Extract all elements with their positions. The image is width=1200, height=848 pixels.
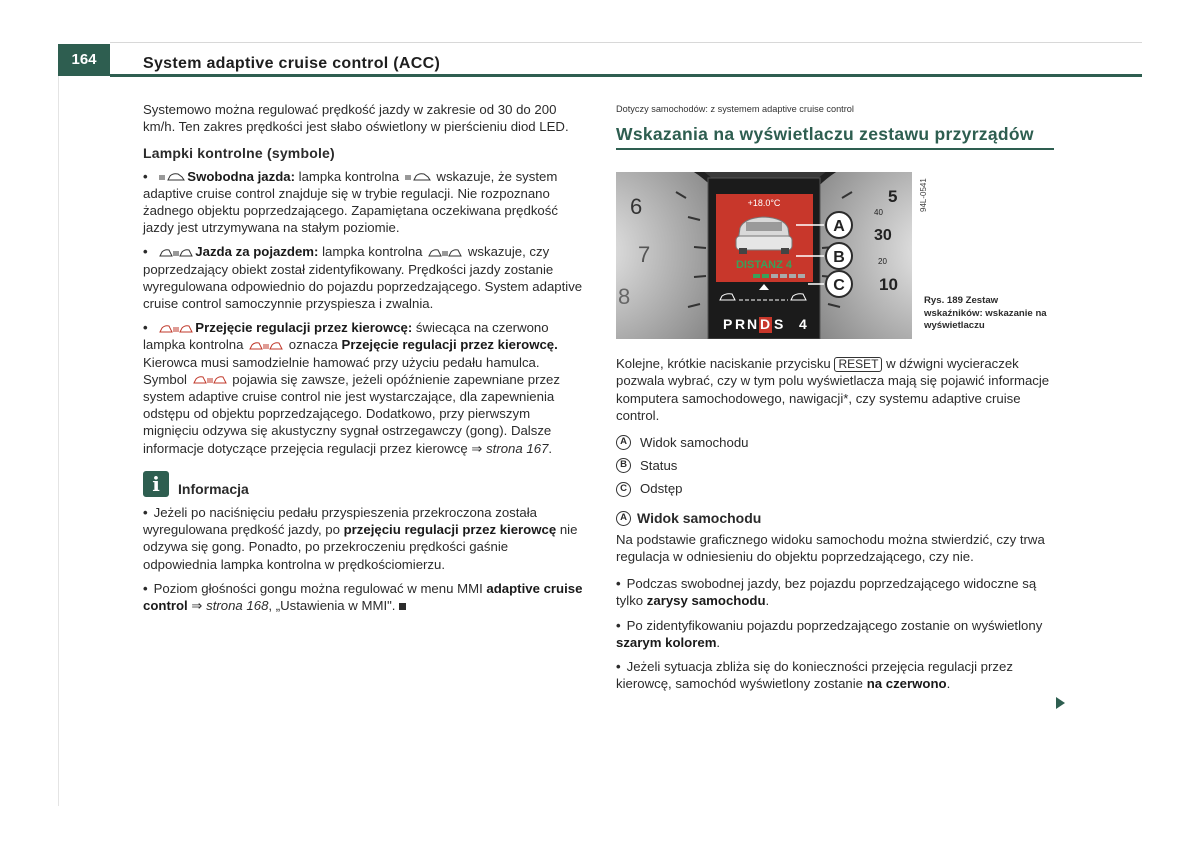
info-bullet-1-text-2: nie odzywa się gong. Ponadto, po przekroczeniu prędkości gaśnie odpowiednia lampka kontrolna w prędkościomierzu. xyxy=(143,522,578,572)
speedo-number: 5 xyxy=(888,187,898,207)
bullet-free-driving-bold: Swobodna jazda: xyxy=(187,168,295,184)
legend-label: Odstęp xyxy=(640,481,683,497)
bullet-takeover-text-2: oznacza xyxy=(285,337,342,353)
bullet-takeover-text: świecąca na czerwono lampka kontrolna xyxy=(143,320,549,353)
page-reference-link[interactable]: strona 168 xyxy=(206,598,269,614)
legend-item xyxy=(616,434,1056,451)
car-view-heading-text: Widok samochodu xyxy=(637,509,762,526)
page-title: System adaptive cruise control (ACC) xyxy=(143,55,441,72)
right-bullet-2-text: Po zidentyfikowaniu pojazdu poprzedzającego zostanie on wyświetlony xyxy=(626,617,1043,633)
following-lamp-icon xyxy=(159,248,193,258)
following-lamp-icon xyxy=(428,248,462,258)
page-reference-link[interactable]: strona 167 xyxy=(486,440,549,456)
reset-key-label: RESET xyxy=(834,357,882,372)
end-of-section-square xyxy=(399,603,406,610)
tacho-number: 8 xyxy=(618,284,631,310)
bullet-takeover-text-4: pojawia się zawsze, jeżeli opóźnienie zapewniane przez system adaptive cruise control nie jest wystarczające, dla zapewnienia odstępu od objektu poprzedzającego. Dodatkowo, przy pierwszym mignięciu odzywa się akustyczny sygnał ostrzegawczy (gong). Dalsze informacje dotyczące przejęcia regulacji przez kierowcę ⇒ xyxy=(143,371,560,456)
right-bullet-1-end: . xyxy=(765,593,770,609)
bullet-dot: • xyxy=(143,168,148,184)
legend-letter-circle: C xyxy=(616,482,631,497)
lamps-heading: Lampki kontrolne (symbole) xyxy=(143,145,335,162)
takeover-lamp-icon xyxy=(249,341,283,351)
bullet-takeover-text-3: Kierowca musi samodzielnie hamować przy użyciu pedału hamulca. Symbol xyxy=(143,354,540,387)
gear-letter: R xyxy=(735,316,746,333)
gear-number: 4 xyxy=(799,316,807,333)
info-header xyxy=(143,471,583,498)
info-bullet-2-text-3: , „Ustawienia w MMI". xyxy=(268,598,396,614)
callout-label: A xyxy=(833,218,845,236)
right-bullet-3-bold: na czerwono xyxy=(866,676,947,692)
bullet-free-driving-text-2: wskazuje, że system adaptive cruise control znajduje się w trybie regulacji. Nie rozpoznano żadnego objektu poprzedzającego. Zapamiętana oczekiwana prędkość jazdy jest utrzymywana na stałym poziomie. xyxy=(143,168,558,236)
reset-paragraph-text-2: w dźwigni wycieraczek pozwala wybrać, czy w tym polu wyświetlacza mają się pojawić informacje komputera samochodowego, nawigacji*, czy systemu adaptive cruise control. xyxy=(616,356,1050,423)
bullet-dot: • xyxy=(143,580,148,596)
section-rule xyxy=(616,148,1054,150)
legend-letter-circle: A xyxy=(616,435,631,450)
applies-note: Dotyczy samochodów: z systemem adaptive cruise control xyxy=(616,104,854,114)
info-bullet-1 xyxy=(143,504,583,573)
bullet-dot: • xyxy=(143,505,148,521)
right-bullet-2 xyxy=(616,617,1056,651)
reset-paragraph-text: Kolejne, krótkie naciskanie przycisku xyxy=(616,356,835,372)
right-column xyxy=(616,101,1056,699)
bullet-takeover-bold-2: Przejęcie regulacji przez kierowcę. xyxy=(341,337,558,353)
info-bullet-2-arrow: ⇒ xyxy=(187,598,207,614)
speedo-number: 30 xyxy=(874,227,892,245)
bullet-takeover-bold: Przejęcie regulacji przez kierowcę: xyxy=(195,320,413,336)
bullet-following-text: lampka kontrolna xyxy=(318,244,427,260)
bullet-free-driving-text: lampka kontrolna xyxy=(295,168,403,184)
instrument-cluster-image xyxy=(616,172,912,339)
intro-paragraph: Systemowo można regulować prędkość jazdy w zakresie od 30 do 200 km/h. Ten zakres prędkości jest słabo oświetlony w pierścieniu diod LED. xyxy=(143,102,569,135)
figure-caption: Rys. 189 Zestaw wskaźników: wskazanie na wyświetlaczu xyxy=(924,295,1047,332)
heading-letter-circle: A xyxy=(616,511,631,526)
bullet-dot: • xyxy=(616,617,621,633)
info-bullet-1-bold: przejęciu regulacji przez kierowcę xyxy=(343,522,557,538)
speedo-number: 40 xyxy=(874,208,883,218)
right-bullet-2-end: . xyxy=(716,634,721,650)
car-view-heading xyxy=(616,510,1056,527)
right-bullet-1 xyxy=(616,575,1056,609)
right-bullet-1-bold: zarysy samochodu xyxy=(646,593,766,609)
legend-item xyxy=(616,457,1056,474)
gear-letter-selected: D xyxy=(760,316,771,333)
legend-label: Status xyxy=(640,458,678,474)
bullet-dot: • xyxy=(143,320,148,336)
tacho-number: 6 xyxy=(630,194,643,220)
reset-paragraph xyxy=(616,355,1056,424)
continue-arrow-icon[interactable] xyxy=(1056,697,1065,709)
right-bullet-1-text: Podczas swobodnej jazdy, bez pojazdu poprzedzającego widoczne są tylko xyxy=(616,576,1037,609)
free-driving-lamp-icon xyxy=(159,172,185,182)
takeover-lamp-icon xyxy=(193,375,227,385)
free-driving-lamp-icon xyxy=(405,172,431,182)
takeover-lamp-icon xyxy=(159,324,193,334)
right-bullet-3 xyxy=(616,658,1056,692)
bullet-takeover-end: . xyxy=(548,440,553,456)
info-bullet-2-text: Poziom głośności gongu można regulować w menu MMI xyxy=(153,580,487,596)
bullet-free-driving xyxy=(143,168,583,237)
bullet-dot: • xyxy=(616,576,621,592)
display-temperature: +18.0°C xyxy=(747,198,781,209)
display-status-text: DISTANZ 4 xyxy=(735,259,793,272)
instrument-cluster-figure xyxy=(616,172,1047,339)
legend-label: Widok samochodu xyxy=(640,435,749,451)
info-bullet-2 xyxy=(143,580,583,614)
right-bullet-3-end: . xyxy=(946,676,951,692)
legend-letter-circle: B xyxy=(616,458,631,473)
header-rule xyxy=(110,74,1142,77)
right-bullet-2-bold: szarym kolorem xyxy=(616,634,717,650)
bullet-following-text-2: wskazuje, czy poprzedzający obiekt został zidentyfikowany. Prędkości jazdy zostanie wyregulowana odpowiednio do pojazdu poprzedzającego. System adaptive cruise control samoczynnie przyspiesza i zwalnia. xyxy=(143,244,583,312)
gear-letter: S xyxy=(774,316,784,333)
bullet-dot: • xyxy=(616,659,621,675)
bullet-following-bold: Jazda za pojazdem: xyxy=(195,244,319,260)
page-number: 164 xyxy=(58,44,110,76)
bullet-following xyxy=(143,243,583,312)
callout-label: B xyxy=(833,249,845,267)
gear-letter: N xyxy=(747,316,758,333)
callout-label: C xyxy=(833,277,845,295)
info-icon: i xyxy=(143,471,169,497)
speedo-number: 10 xyxy=(879,275,898,295)
left-column xyxy=(143,101,583,621)
info-bullet-1-text: Jeżeli po naciśnięciu pedału przyspieszenia przekroczona została wyregulowana prędkość jazdy, po xyxy=(143,505,538,538)
right-bullet-3-text: Jeżeli sytuacja zbliża się do konieczności przejęcia regulacji przez kierowcę, samochód wyświetlony zostanie xyxy=(616,659,1013,692)
car-view-paragraph: Na podstawie graficznego widoku samochodu można stwierdzić, czy trwa regulacja w odniesieniu do objektu poprzedzającego, czy nie. xyxy=(616,531,1045,565)
figure-code: 94L-0541 xyxy=(919,178,928,213)
tacho-number: 7 xyxy=(638,242,651,268)
bullet-takeover xyxy=(143,319,583,457)
section-title: Wskazania na wyświetlaczu zestawu przyrządów xyxy=(616,124,1034,145)
left-margin-line xyxy=(58,76,59,806)
car-rear-view-icon xyxy=(736,217,792,254)
gear-letter: P xyxy=(723,316,733,333)
info-title: Informacja xyxy=(178,480,249,497)
info-bullet-2-bold: adaptive cruise control xyxy=(143,580,583,614)
speedo-number: 20 xyxy=(878,257,887,267)
legend-item xyxy=(616,480,1056,497)
bullet-dot: • xyxy=(143,244,148,260)
top-rule xyxy=(110,42,1142,43)
